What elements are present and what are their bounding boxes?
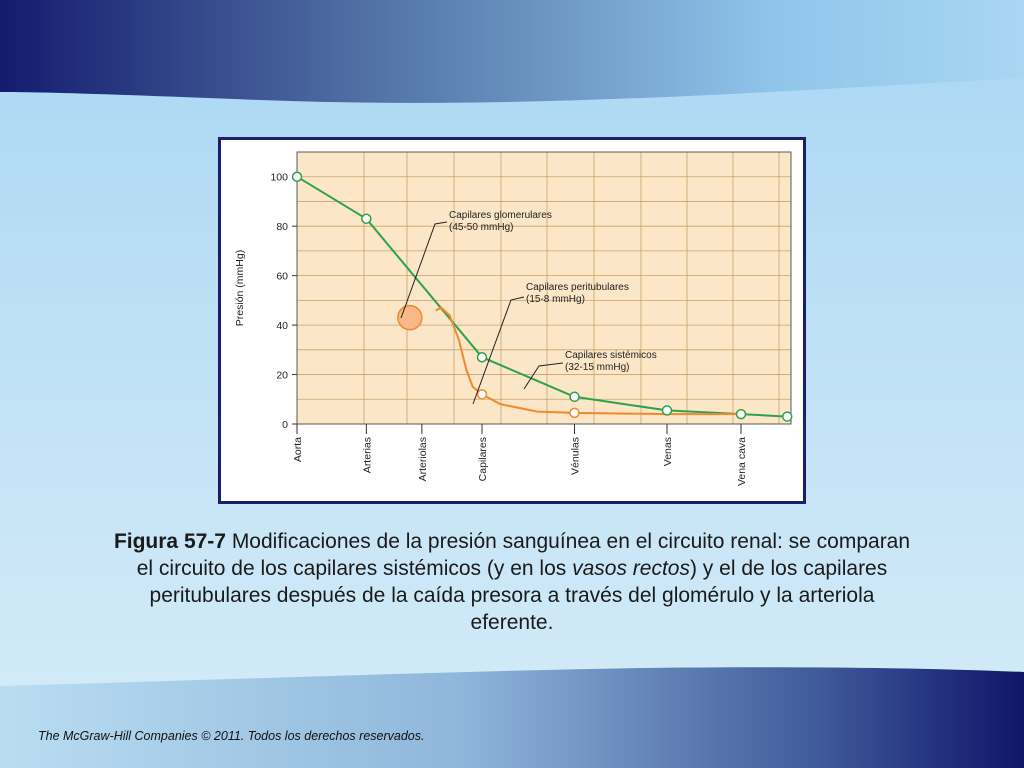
- x-tick-label: Arterias: [361, 437, 374, 474]
- y-tick-label: 20: [276, 369, 288, 382]
- bottom-wave-band: [0, 667, 1024, 768]
- data-point-systemic: [478, 353, 487, 362]
- data-point-renal: [570, 408, 579, 417]
- annotation-label: Capilares peritubulares: [526, 282, 629, 293]
- data-point-systemic: [362, 214, 371, 223]
- annotation-label: Capilares glomerulares: [449, 210, 552, 221]
- data-point-systemic: [737, 410, 746, 419]
- y-tick-label: 60: [276, 270, 288, 283]
- annotation-label: (15-8 mmHg): [526, 294, 585, 305]
- annotation-label: (32-15 mmHg): [565, 362, 630, 373]
- caption-text-2: ) y el de los capilares peritubulares después de la caída presora a través del glomérulo y la arteriola eferente.: [149, 557, 888, 634]
- copyright-footer: The McGraw-Hill Companies © 2011. Todos los derechos reservados.: [38, 729, 425, 743]
- figure-caption: [110, 528, 914, 636]
- x-tick-label: Capilares: [477, 437, 489, 482]
- blood-pressure-chart: [221, 140, 803, 501]
- annotation-label: (45-50 mmHg): [449, 222, 514, 233]
- x-tick-label: Arteriolas: [416, 437, 429, 482]
- data-point-systemic: [570, 392, 579, 401]
- chart-frame: [218, 137, 806, 504]
- y-tick-label: 0: [282, 419, 288, 431]
- data-point-systemic: [663, 406, 672, 415]
- y-axis-label: Presión (mmHg): [234, 249, 246, 327]
- y-tick-label: 100: [270, 171, 288, 184]
- data-point-renal: [478, 390, 487, 399]
- x-tick-label: Venas: [662, 437, 674, 467]
- x-tick-label: Vena cava: [736, 437, 748, 487]
- x-tick-label: Aorta: [292, 437, 304, 463]
- data-point-systemic: [293, 172, 302, 181]
- top-wave-band: [0, 0, 1024, 103]
- annotation-label: Capilares sistémicos: [565, 350, 657, 361]
- caption-text-1: Modificaciones de la presión sanguínea en el circuito renal: se comparan el circuito de los capilares sistémicos (y en los: [136, 530, 911, 580]
- y-tick-label: 80: [276, 221, 288, 234]
- y-tick-label: 40: [276, 320, 288, 333]
- caption-figure-number: Figura 57-7: [113, 530, 226, 553]
- data-point-systemic: [783, 412, 792, 421]
- x-tick-label: Vénulas: [569, 437, 582, 475]
- caption-text-italic: vasos rectos: [572, 557, 690, 580]
